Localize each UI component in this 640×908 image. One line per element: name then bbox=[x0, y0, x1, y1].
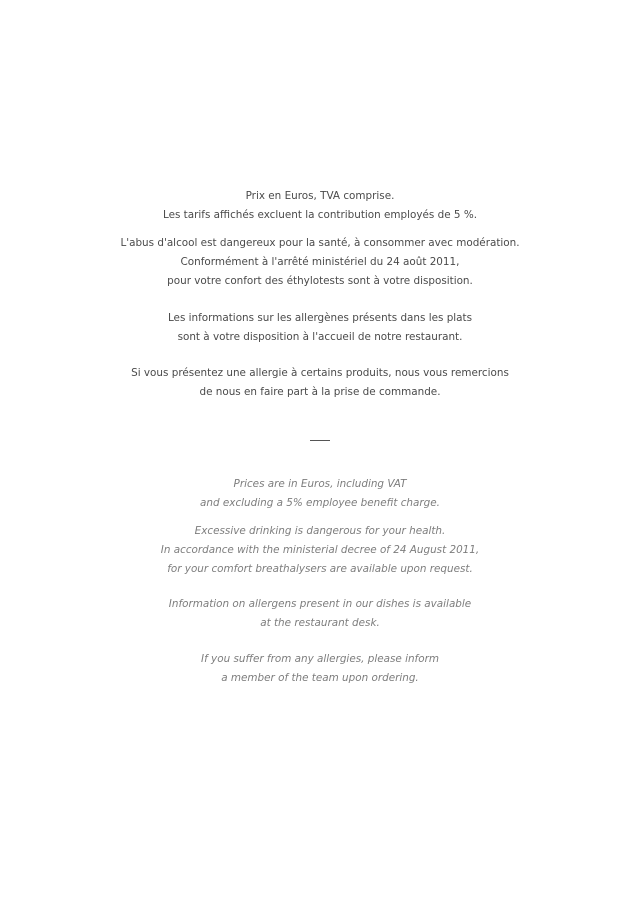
text-line: at the restaurant desk. bbox=[260, 616, 380, 629]
text-line: If you suffer from any allergies, please inform bbox=[201, 653, 439, 665]
english-pricing-paragraph bbox=[0, 475, 640, 513]
english-allergen-paragraph bbox=[0, 595, 640, 633]
text-line: Information on allergens present in our dishes is available bbox=[168, 598, 472, 610]
french-allergen-paragraph bbox=[0, 309, 640, 347]
text-line: for your comfort breathalysers are available upon request. bbox=[167, 562, 473, 575]
text-line: Excessive drinking is dangerous for your health. bbox=[194, 525, 446, 537]
section-divider bbox=[310, 440, 330, 441]
text-line: sont à votre disposition à l'accueil de notre restaurant. bbox=[177, 330, 463, 343]
text-line: and excluding a 5% employee benefit charge. bbox=[200, 496, 440, 509]
text-line: Prices are in Euros, including VAT bbox=[233, 478, 407, 490]
text-line: L'abus d'alcool est dangereux pour la santé, à consommer avec modération. bbox=[120, 237, 520, 249]
text-line: de nous en faire part à la prise de commande. bbox=[199, 385, 441, 398]
text-line: In accordance with the ministerial decree of 24 August 2011, bbox=[160, 543, 480, 556]
french-allergy-notice-paragraph bbox=[0, 364, 640, 402]
english-allergy-notice-paragraph bbox=[0, 650, 640, 688]
text-line: Prix en Euros, TVA comprise. bbox=[245, 190, 395, 202]
text-line: Si vous présentez une allergie à certains produits, nous vous remercions bbox=[131, 367, 509, 379]
text-line: Conformément à l'arrêté ministériel du 24 août 2011, bbox=[180, 255, 460, 268]
text-line: a member of the team upon ordering. bbox=[221, 671, 419, 684]
french-pricing-paragraph bbox=[0, 187, 640, 225]
text-line: pour votre confort des éthylotests sont à votre disposition. bbox=[167, 274, 473, 287]
french-alcohol-paragraph bbox=[0, 234, 640, 290]
english-alcohol-paragraph bbox=[0, 522, 640, 578]
text-line: Les tarifs affichés excluent la contribution employés de 5 %. bbox=[162, 208, 478, 221]
text-line: Les informations sur les allergènes présents dans les plats bbox=[167, 312, 473, 324]
